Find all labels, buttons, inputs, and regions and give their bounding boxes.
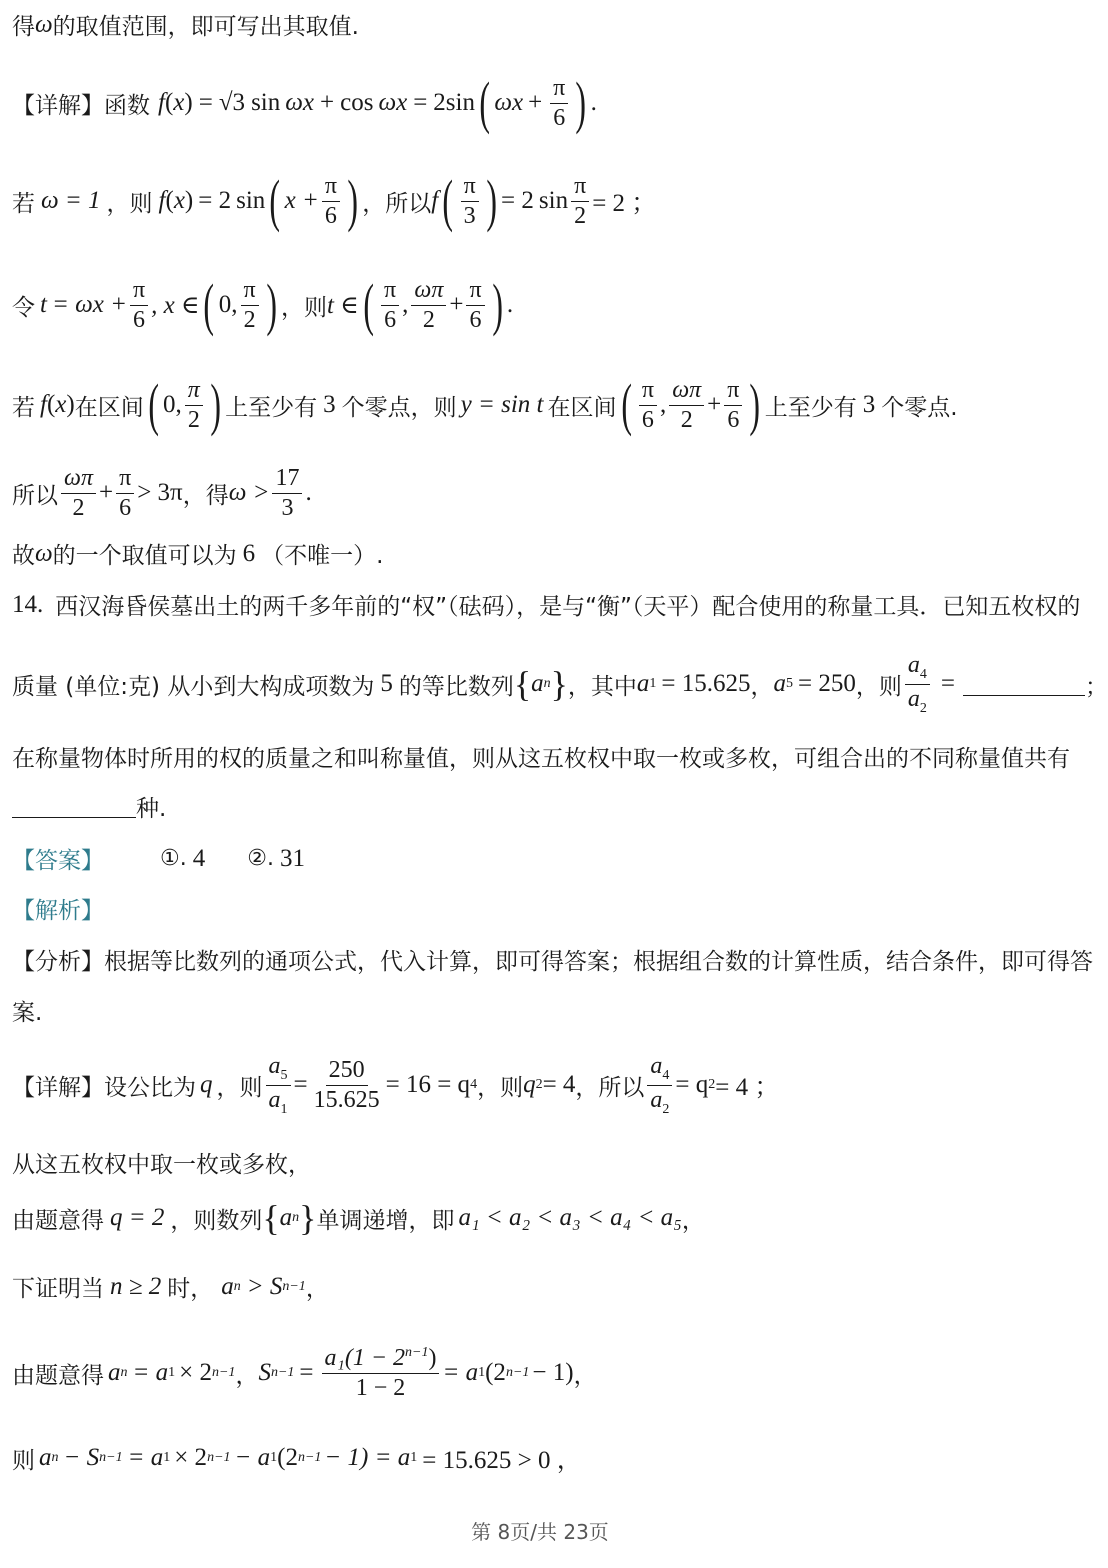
math: t ∈: [326, 292, 359, 320]
subscript: 4: [662, 1067, 670, 1083]
math: ω >: [228, 479, 270, 507]
question-number: 14.: [12, 590, 44, 618]
denominator: a: [907, 685, 920, 712]
math: = 16 = q: [385, 1071, 471, 1099]
math: sin: [538, 187, 569, 215]
numerator: π: [461, 172, 479, 202]
denominator: a: [268, 1086, 281, 1113]
denominator: 2: [422, 306, 435, 333]
math: sin: [251, 89, 281, 117]
text: 则: [12, 1447, 35, 1474]
text: ，所以: [362, 190, 432, 217]
numerator: π: [466, 276, 484, 306]
math: a: [108, 1359, 121, 1387]
math: = a: [132, 1359, 169, 1387]
math: =: [413, 89, 428, 117]
omega-one-line: 若 ω = 1 ，则 f ( x ) = 2 sin ( x + $\frac{\pi}{6}$ ) ，所以 f ( $\frac{\pi}{3}$ ) = 2 sin $\frac{\pi}{2}$ = 2 ；: [12, 168, 657, 234]
fraction: [266, 1052, 291, 1118]
text: ，: [305, 1276, 329, 1302]
analysis-line-1: [12, 943, 1093, 976]
answer-marker-1: ①.: [160, 846, 187, 871]
numerator: ωπ: [61, 464, 96, 494]
math: =: [293, 1071, 308, 1099]
text: 【分析】根据等比数列的通项公式，代入计算，即可得答案；根据组合数的计算性质，结合条件，即可得答: [12, 949, 1093, 975]
subscript: n: [233, 1278, 241, 1294]
text: ，则: [106, 190, 153, 217]
denominator: 3: [281, 494, 294, 521]
fraction: [130, 276, 148, 335]
denominator: 6: [324, 202, 337, 229]
fraction: [272, 464, 302, 523]
subscript: 1: [478, 1365, 486, 1381]
denominator: 6: [119, 494, 132, 521]
math: 0,: [218, 291, 238, 319]
text: 案.: [12, 1000, 43, 1026]
math: ω: [35, 539, 53, 567]
math: ,: [402, 291, 409, 319]
text: 在区间: [74, 394, 144, 421]
text: ，所以: [575, 1074, 645, 1101]
superscript: n−1: [207, 1450, 231, 1465]
substitution-line: 令 t = ωx + $\frac{\pi}{6}$ , x ∈ ( 0, $\frac{\pi}{2}$ ) ，则 t ∈ ( $\frac{\pi}{6}$ , $\frac{\omega\pi}{2}$ + $\frac{\pi}{6}$ ) .: [12, 272, 514, 338]
answer-line: [12, 842, 305, 875]
math: .: [506, 291, 514, 319]
text: 时，: [167, 1276, 214, 1302]
math: ω = 1: [41, 187, 101, 215]
denominator: 2: [72, 494, 85, 521]
numerator: π: [639, 376, 657, 406]
numerator: π: [241, 276, 259, 306]
text: ；: [1084, 673, 1108, 700]
text: 设公比为: [104, 1074, 196, 1101]
superscript: n−1: [297, 1450, 322, 1465]
math: √3: [218, 89, 246, 117]
text: 质量 (单位:克) 从小到大构成项数为: [12, 673, 375, 700]
math: = q: [675, 1071, 709, 1099]
fraction: [381, 276, 399, 335]
text: ，则: [855, 673, 902, 700]
numerator: π: [381, 276, 399, 306]
subscript: 4: [919, 666, 927, 682]
math: sin: [236, 187, 266, 215]
text: 的等比数列: [398, 673, 514, 700]
math: a: [39, 1444, 52, 1471]
subscript: 2: [919, 700, 927, 716]
text: ，: [750, 673, 774, 700]
text: 函数: [104, 92, 150, 119]
math: q: [200, 1071, 213, 1099]
solution-line-4: [12, 1344, 597, 1403]
math: 6: [242, 539, 256, 567]
fraction: [550, 74, 568, 133]
subscript: n: [292, 1210, 300, 1225]
denominator: 2: [243, 306, 256, 333]
math: .: [590, 89, 597, 117]
numerator: 250: [326, 1056, 368, 1086]
math: +: [707, 391, 722, 419]
numerator: π: [571, 172, 589, 202]
text: 个零点，则: [341, 394, 457, 421]
math: ωx: [285, 89, 314, 117]
zeros-line: 若 f ( x ) 在区间 ( 0, $\frac{\pi}{2}$ ) 上至少有 3 个零点，则 y = sin t 在区间 ( $\frac{\pi}{6}$ , $\frac{\omega\pi}{2}$ + $\frac{\pi}{6}$ ) 上至少有 3 个零点.: [12, 372, 958, 438]
denominator: 1 − 2: [355, 1374, 406, 1401]
text: 若: [12, 394, 35, 421]
text: 故: [12, 543, 35, 569]
numerator: a: [268, 1053, 281, 1079]
answer-marker-2: ②.: [247, 846, 274, 871]
math: x: [55, 391, 67, 419]
math: = 250: [798, 670, 856, 698]
math: = a: [442, 1359, 479, 1387]
math: = 2: [198, 187, 232, 215]
numerator: ωπ: [669, 376, 704, 406]
subscript: n: [120, 1365, 128, 1381]
math: a₁ < a₂ < a₃ < a₄ < a₅: [458, 1204, 682, 1231]
fraction: [116, 464, 134, 523]
math: f: [158, 89, 165, 117]
superscript: n−1: [211, 1365, 236, 1381]
fraction: [669, 376, 704, 435]
subscript: n: [543, 676, 551, 692]
subscript: 2: [662, 1101, 670, 1117]
math: = a: [127, 1444, 164, 1471]
math: a: [279, 1204, 293, 1231]
math: =: [299, 1359, 314, 1387]
inequality-line: [12, 464, 312, 523]
analysis-line-2: [12, 994, 42, 1027]
text: 上至少有: [764, 394, 857, 421]
math: = 15.625: [661, 670, 751, 698]
superscript: n−1: [405, 1345, 429, 1360]
text: ，则: [477, 1074, 524, 1101]
text: 的一个取值可以为: [52, 543, 237, 569]
denominator: 3: [463, 202, 476, 229]
text: ，其中: [567, 673, 637, 700]
numerator: π: [185, 376, 203, 406]
subscript: n−1: [270, 1365, 295, 1381]
text: ，则: [216, 1074, 263, 1101]
text: 单调递增，即: [316, 1207, 455, 1234]
fraction: [185, 376, 203, 435]
subscript: 1: [270, 1450, 278, 1465]
fraction: [61, 464, 96, 523]
math: f: [40, 391, 47, 419]
numerator: 17: [272, 464, 302, 494]
math: f: [158, 187, 166, 215]
math: = 4: [542, 1071, 576, 1099]
superscript: 4: [470, 1077, 478, 1093]
subscript: 1: [649, 676, 657, 692]
math: f: [431, 187, 439, 215]
text: 由题意得: [12, 1362, 104, 1389]
text: 个零点.: [881, 394, 958, 421]
detail-ratio-line: [12, 1052, 779, 1118]
math: = 2: [501, 187, 534, 215]
page-footer: 第 8页/共 23页: [471, 1520, 609, 1544]
math: sin: [445, 89, 475, 117]
math: 0,: [163, 391, 182, 419]
math: ωx: [494, 89, 524, 117]
denominator: 6: [384, 306, 397, 333]
math: > 3π: [137, 479, 183, 507]
detail-tag: 【详解】: [12, 1074, 104, 1101]
math: , x ∈: [151, 292, 200, 320]
math: cos: [340, 89, 374, 117]
solution-line-2: 由题意得 q = 2 ，则数列 { a n } 单调递增，即 a₁ < a₂ < a₃ < a₄ < a₅ ，: [12, 1198, 705, 1238]
answer-value-1: 4: [192, 844, 206, 872]
math: 3: [323, 391, 336, 419]
subscript: 1: [410, 1450, 418, 1465]
math: .: [305, 479, 312, 507]
analysis-tag: 【解析】: [12, 898, 104, 924]
question-14-line-1: [12, 588, 1080, 621]
denominator: 6: [133, 306, 146, 333]
denominator: a: [650, 1086, 663, 1113]
numerator: ωπ: [411, 276, 446, 306]
math: > S: [246, 1272, 283, 1300]
fraction: [639, 376, 657, 435]
math: n ≥ 2: [110, 1272, 162, 1300]
answer-blank-2[interactable]: [12, 795, 136, 818]
numerator: a₁(1 − 2: [324, 1345, 406, 1371]
text: ，则: [280, 294, 327, 321]
math: x: [173, 187, 185, 215]
text: 所以: [12, 482, 58, 509]
math: x +: [284, 187, 319, 215]
subscript: 5: [280, 1067, 288, 1083]
text: 种.: [136, 796, 167, 822]
numerator: π: [130, 276, 148, 306]
math: +: [528, 89, 543, 117]
math: +: [320, 89, 335, 117]
numerator: a: [650, 1053, 663, 1079]
denominator: 6: [727, 406, 740, 433]
subscript: 1: [280, 1101, 288, 1117]
math: (2: [485, 1359, 506, 1387]
math: a: [773, 670, 786, 698]
text: 下证明当: [12, 1276, 104, 1302]
denominator: 6: [641, 406, 654, 433]
denominator: 2: [680, 406, 693, 433]
math: +: [449, 291, 464, 319]
text: 若: [12, 190, 35, 217]
superscript: 2: [708, 1077, 716, 1093]
fraction: [322, 172, 340, 231]
math: × 2: [174, 1444, 208, 1471]
numerator-close: ): [428, 1345, 437, 1371]
text: ，: [573, 1362, 597, 1389]
math: a: [636, 670, 650, 698]
math: x: [173, 89, 185, 117]
numerator: π: [322, 172, 340, 202]
detail-tag: 【详解】: [12, 92, 104, 119]
fraction: [647, 1052, 672, 1118]
text: （不唯一）.: [261, 543, 384, 569]
math: = 15.625 > 0 ，: [422, 1447, 582, 1474]
subscript: 1: [168, 1365, 176, 1381]
math: 2: [433, 89, 446, 117]
math: 5: [380, 670, 393, 698]
math: − a: [234, 1444, 271, 1471]
math: ω: [35, 10, 53, 38]
text: 上至少有: [225, 394, 318, 421]
text: ，: [681, 1207, 705, 1234]
solution-line-1: [12, 1146, 311, 1179]
answer-tag: 【答案】: [12, 848, 104, 874]
text: 令: [12, 294, 35, 321]
text: ，得: [182, 482, 229, 509]
question-14-line-4: [12, 790, 166, 823]
fraction: [311, 1056, 383, 1115]
subscript: n−1: [282, 1278, 306, 1294]
detail-function-line: 【详解】 函数 f ( x ) = √3 sin ωx + cos ωx = 2 sin ( ωx + $\frac{\pi}{6}$ ) .: [12, 70, 597, 136]
math: =: [198, 89, 213, 117]
math: S: [258, 1359, 271, 1387]
math: 3: [862, 391, 876, 419]
math: q = 2: [110, 1204, 165, 1231]
math: a: [221, 1272, 234, 1300]
denominator: 6: [553, 104, 566, 131]
subscript: n: [51, 1450, 59, 1465]
fraction: [241, 276, 259, 335]
question-14-line-2: 质量 (单位:克) 从小到大构成项数为 5 的等比数列 { a n } ，其中 a 1 = 15.625 ， a 5 = 250 ，则 $\frac{a_4}{a_2}$ = ；: [12, 652, 1108, 716]
math: q: [523, 1071, 536, 1099]
fraction: [322, 1344, 440, 1403]
solution-line-3: [12, 1270, 329, 1303]
math: +: [98, 479, 114, 507]
subscript: 5: [786, 676, 793, 692]
fraction: [724, 376, 742, 435]
numerator: π: [116, 464, 134, 494]
math: ωx: [378, 89, 408, 117]
text: 在称量物体时所用的权的质量之和叫称量值，则从这五枚权中取一枚或多枚，可组合出的不同称量值共有: [12, 746, 1070, 772]
conclusion-line: [12, 537, 383, 570]
analysis-tag-line: [12, 892, 104, 925]
text: 西汉海昏侯墓出土的两千多年前的“权”（砝码），是与“衡”（天平）配合使用的称量工具．已知五枚权的: [55, 594, 1081, 620]
numerator: π: [550, 74, 568, 104]
math: × 2: [179, 1359, 212, 1387]
denominator: 15.625: [313, 1086, 380, 1113]
superscript: 2: [535, 1077, 543, 1093]
answer-blank-1[interactable]: [963, 673, 1085, 696]
math: t: [40, 291, 47, 319]
fraction: [571, 172, 589, 231]
answer-value-2: 31: [279, 844, 305, 872]
text-line-1: [12, 8, 359, 41]
math: − 1): [532, 1359, 574, 1387]
solution-line-5: [12, 1440, 582, 1476]
fraction: [461, 172, 479, 231]
fraction: [466, 276, 484, 335]
text: 从这五枚权中取一枚或多枚，: [12, 1152, 311, 1178]
math: − 1) = a: [324, 1444, 411, 1471]
subscript: 1: [163, 1450, 171, 1465]
text: 的取值范围，即可写出其取值.: [52, 14, 359, 40]
text: 得: [12, 14, 35, 40]
math: ,: [659, 391, 667, 419]
denominator: 2: [574, 202, 587, 229]
subscript: n−1: [99, 1450, 123, 1465]
text: 在区间: [547, 394, 617, 421]
text: 由题意得: [12, 1207, 104, 1234]
numerator: π: [724, 376, 742, 406]
text: ，则数列: [170, 1207, 263, 1234]
math: = 2 ；: [592, 190, 657, 218]
question-14-line-3: [12, 740, 1070, 773]
math: = ωx +: [51, 291, 127, 319]
denominator: 6: [469, 306, 482, 333]
math: =: [940, 670, 955, 698]
math: a: [531, 670, 544, 698]
superscript: n−1: [505, 1365, 530, 1381]
text: ，: [235, 1362, 259, 1389]
fraction: [411, 276, 446, 335]
math: = 4 ；: [715, 1074, 780, 1102]
math: − S: [63, 1444, 100, 1471]
numerator: a: [907, 652, 920, 678]
fraction: [905, 651, 930, 717]
math: (2: [277, 1444, 298, 1471]
math: y = sin t: [460, 391, 544, 419]
denominator: 2: [187, 406, 200, 433]
